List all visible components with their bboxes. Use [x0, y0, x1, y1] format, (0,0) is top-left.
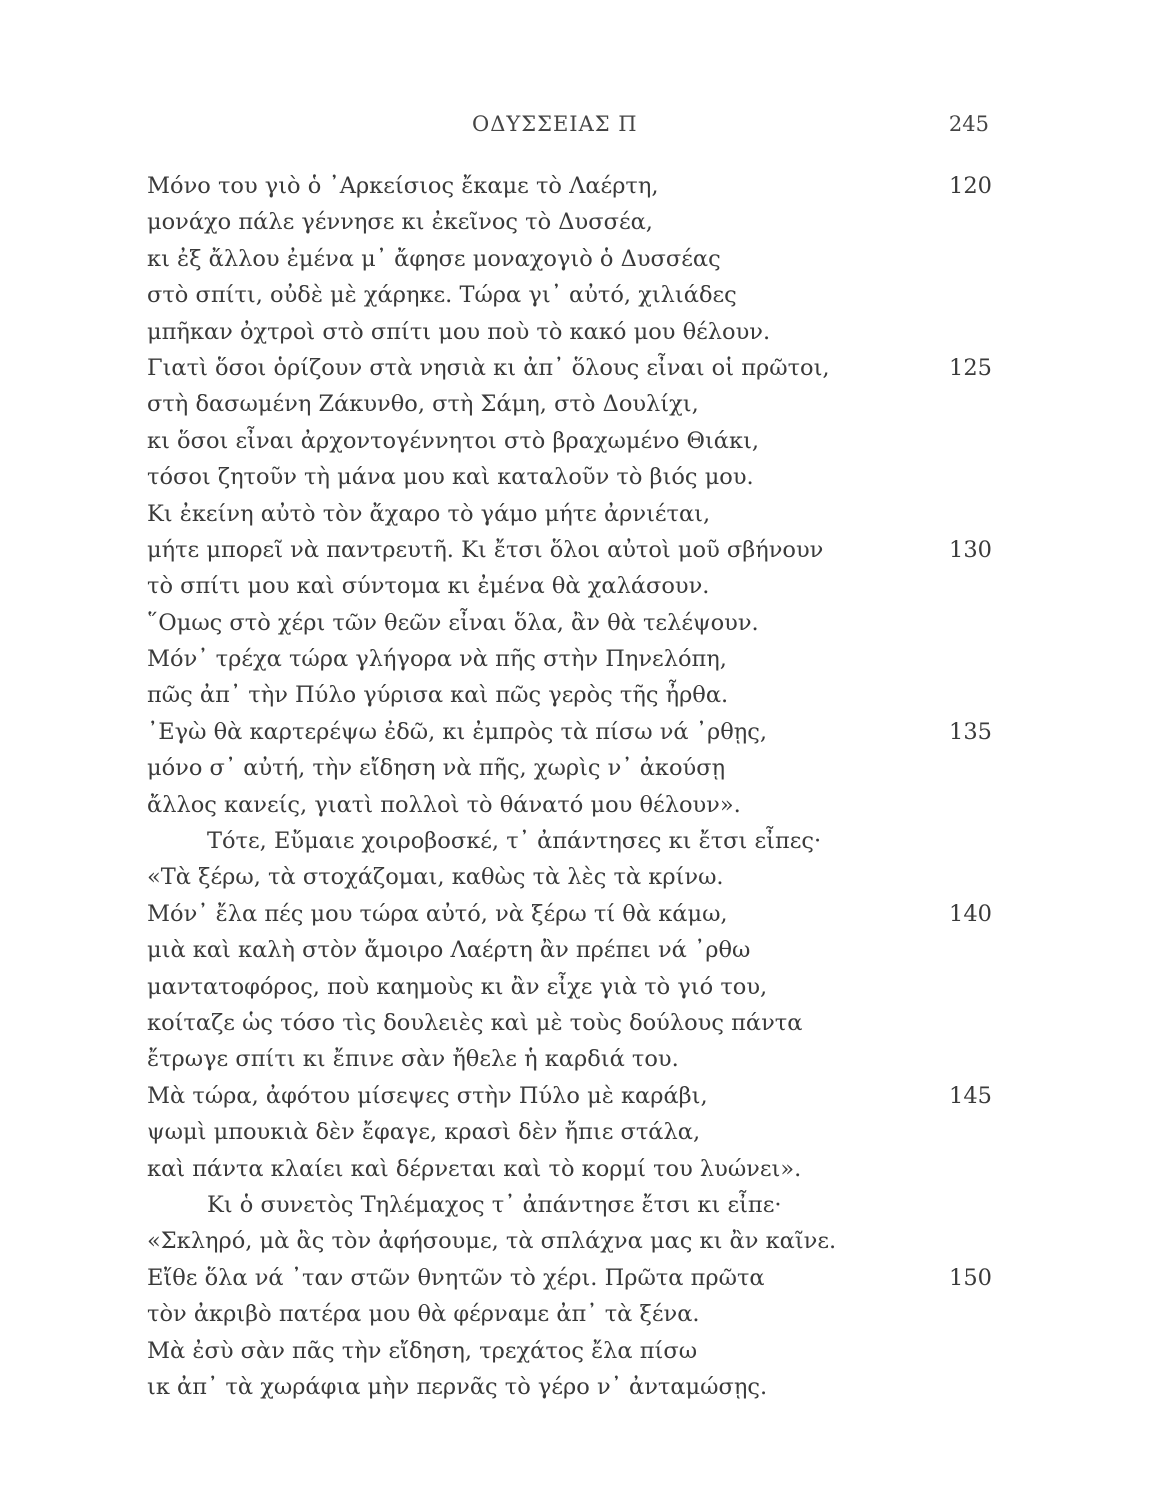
- verse-text: Κι ἐκείνη αὐτὸ τὸν ἄχαρο τὸ γάμο μήτε ἀρνιέται,: [147, 500, 711, 527]
- verse-line: [147, 241, 992, 277]
- verse-line: [147, 677, 992, 713]
- verse-line: [147, 350, 992, 386]
- verse-text: Γιατὶ ὅσοι ὁρίζουν στὰ νησιὰ κι ἀπ᾿ ὅλους εἶναι οἱ πρῶτοι,: [147, 354, 830, 381]
- verse-text: «Τὰ ξέρω, τὰ στοχάζομαι, καθὼς τὰ λὲς τὰ κρίνω.: [147, 864, 724, 891]
- verse-line: [147, 314, 992, 350]
- verse-text: τόσοι ζητοῦν τὴ μάνα μου καὶ καταλοῦν τὸ βιός μου.: [147, 464, 754, 491]
- running-head: [0, 112, 1157, 142]
- verse-text: Μόνο του γιὸ ὁ ᾿Αρκείσιος ἔκαμε τὸ Λαέρτη,: [147, 173, 659, 199]
- verse-line: [147, 1187, 992, 1223]
- verse-line: [147, 969, 992, 1005]
- verse-line: [147, 641, 992, 677]
- verse-line: [147, 896, 992, 932]
- verse-line: [147, 496, 992, 532]
- verse-line: [147, 859, 992, 895]
- verse-line: [147, 605, 992, 641]
- verse-text: «Σκληρό, μὰ ἂς τὸν ἀφήσουμε, τὰ σπλάχνα μας κι ἂν καῖνε.: [147, 1228, 837, 1255]
- verse-text: ἔτρωγε σπίτι κι ἔπινε σὰν ἤθελε ἡ καρδιά του.: [147, 1046, 679, 1073]
- line-number: 125: [949, 354, 992, 381]
- verse-text: Κι ὁ συνετὸς Τηλέμαχος τ᾿ ἀπάντησε ἔτσι κι εἶπε·: [207, 1191, 782, 1218]
- verse-line: [147, 459, 992, 495]
- verse-line: [147, 277, 992, 313]
- verse-text: μιὰ καὶ καλὴ στὸν ἄμοιρο Λαέρτη ἂν πρέπει νά ᾿ρθω: [147, 937, 751, 964]
- verse-text: ᾿Εγὼ θὰ καρτερέψω ἐδῶ, κι ἐμπρὸς τὰ πίσω νά ᾿ρθῃς,: [147, 718, 767, 745]
- verse-text: Τότε, Εὔμαιε χοιροβοσκέ, τ᾿ ἀπάντησες κι ἔτσι εἶπες·: [207, 828, 822, 855]
- verse-text: πῶς ἀπ᾿ τὴν Πύλο γύρισα καὶ πῶς γερὸς τῆς ἦρθα.: [147, 682, 729, 709]
- running-head-title: ΟΔΥΣΣΕΙΑΣ Π: [472, 112, 638, 136]
- verse-line: [147, 568, 992, 604]
- verse-text: Μὰ τώρα, ἀφότου μίσεψες στὴν Πύλο μὲ καράβι,: [147, 1082, 708, 1109]
- verse-text: στὸ σπίτι, οὐδὲ μὲ χάρηκε. Τώρα γι᾿ αὐτό, χιλιάδες: [147, 282, 737, 309]
- verse-line: [147, 1041, 992, 1077]
- verse-line: [147, 714, 992, 750]
- verse-text: μονάχο πάλε γέννησε κι ἐκεῖνος τὸ Δυσσέα,: [147, 209, 653, 236]
- verse-line: [147, 823, 992, 859]
- verse-text: μήτε μπορεῖ νὰ παντρευτῆ. Κι ἔτσι ὅλοι αὐτοὶ μοῦ σβήνουν: [147, 536, 824, 563]
- line-number: 135: [949, 718, 992, 745]
- verse-text: ἄλλος κανείς, γιατὶ πολλοὶ τὸ θάνατό μου θέλουν».: [147, 791, 741, 818]
- verse-line: [147, 1114, 992, 1150]
- verse-line: [147, 1005, 992, 1041]
- verse-block: [147, 168, 992, 1405]
- verse-line: [147, 1296, 992, 1332]
- verse-text: κι ἐξ ἄλλου ἐμένα μ᾿ ἄφησε μοναχογιὸ ὁ Δυσσέας: [147, 245, 721, 272]
- verse-line: [147, 1333, 992, 1369]
- verse-text: μπῆκαν ὀχτροὶ στὸ σπίτι μου ποὺ τὸ κακό μου θέλουν.: [147, 318, 771, 345]
- page-number: 245: [948, 112, 989, 136]
- verse-text: Μόν᾿ ἔλα πές μου τώρα αὐτό, νὰ ξέρω τί θὰ κάμω,: [147, 900, 728, 927]
- verse-line: [147, 386, 992, 422]
- line-number: 145: [949, 1082, 992, 1109]
- verse-line: [147, 1223, 992, 1259]
- line-number: 150: [949, 1264, 992, 1291]
- verse-line: [147, 787, 992, 823]
- verse-line: [147, 750, 992, 786]
- verse-line: [147, 932, 992, 968]
- verse-text: ῞Ομως στὸ χέρι τῶν θεῶν εἶναι ὅλα, ἂν θὰ τελέψουν.: [147, 609, 759, 636]
- verse-line: [147, 532, 992, 568]
- verse-line: [147, 1078, 992, 1114]
- verse-text: στὴ δασωμένη Ζάκυνθο, στὴ Σάμη, στὸ Δουλίχι,: [147, 391, 699, 418]
- line-number: 120: [949, 173, 992, 199]
- verse-line: [147, 168, 992, 204]
- verse-text: ικ ἀπ᾿ τὰ χωράφια μὴν περνᾶς τὸ γέρο ν᾿ ἀνταμώσῃς.: [147, 1373, 768, 1400]
- verse-line: [147, 1260, 992, 1296]
- verse-text: τὸ σπίτι μου καὶ σύντομα κι ἐμένα θὰ χαλάσουν.: [147, 573, 710, 600]
- verse-text: τὸν ἀκριβὸ πατέρα μου θὰ φέρναμε ἀπ᾿ τὰ ξένα.: [147, 1301, 700, 1328]
- verse-text: Μόν᾿ τρέχα τώρα γλήγορα νὰ πῆς στὴν Πηνελόπη,: [147, 646, 727, 673]
- verse-text: Μὰ ἐσὺ σὰν πᾶς τὴν εἴδηση, τρεχάτος ἔλα πίσω: [147, 1337, 698, 1364]
- verse-line: [147, 1151, 992, 1187]
- verse-text: κι ὅσοι εἶναι ἀρχοντογέννητοι στὸ βραχωμένο Θιάκι,: [147, 427, 760, 454]
- verse-text: Εἴθε ὅλα νά ᾿ταν στῶν θνητῶν τὸ χέρι. Πρῶτα πρῶτα: [147, 1264, 765, 1291]
- line-number: 130: [949, 536, 992, 563]
- verse-text: μόνο σ᾿ αὐτή, τὴν εἴδηση νὰ πῆς, χωρὶς ν᾿ ἀκούσῃ: [147, 755, 726, 782]
- verse-text: κοίταζε ὡς τόσο τὶς δουλειὲς καὶ μὲ τοὺς δούλους πάντα: [147, 1009, 803, 1036]
- line-number: 140: [949, 900, 992, 927]
- verse-text: μαντατοφόρος, ποὺ καημοὺς κι ἂν εἶχε γιὰ τὸ γιό του,: [147, 973, 768, 1000]
- verse-line: [147, 204, 992, 240]
- verse-text: ψωμὶ μπουκιὰ δὲν ἔφαγε, κρασὶ δὲν ἤπιε στάλα,: [147, 1119, 701, 1146]
- verse-line: [147, 423, 992, 459]
- verse-text: καὶ πάντα κλαίει καὶ δέρνεται καὶ τὸ κορμί του λυώνει».: [147, 1155, 802, 1182]
- verse-line: [147, 1369, 992, 1405]
